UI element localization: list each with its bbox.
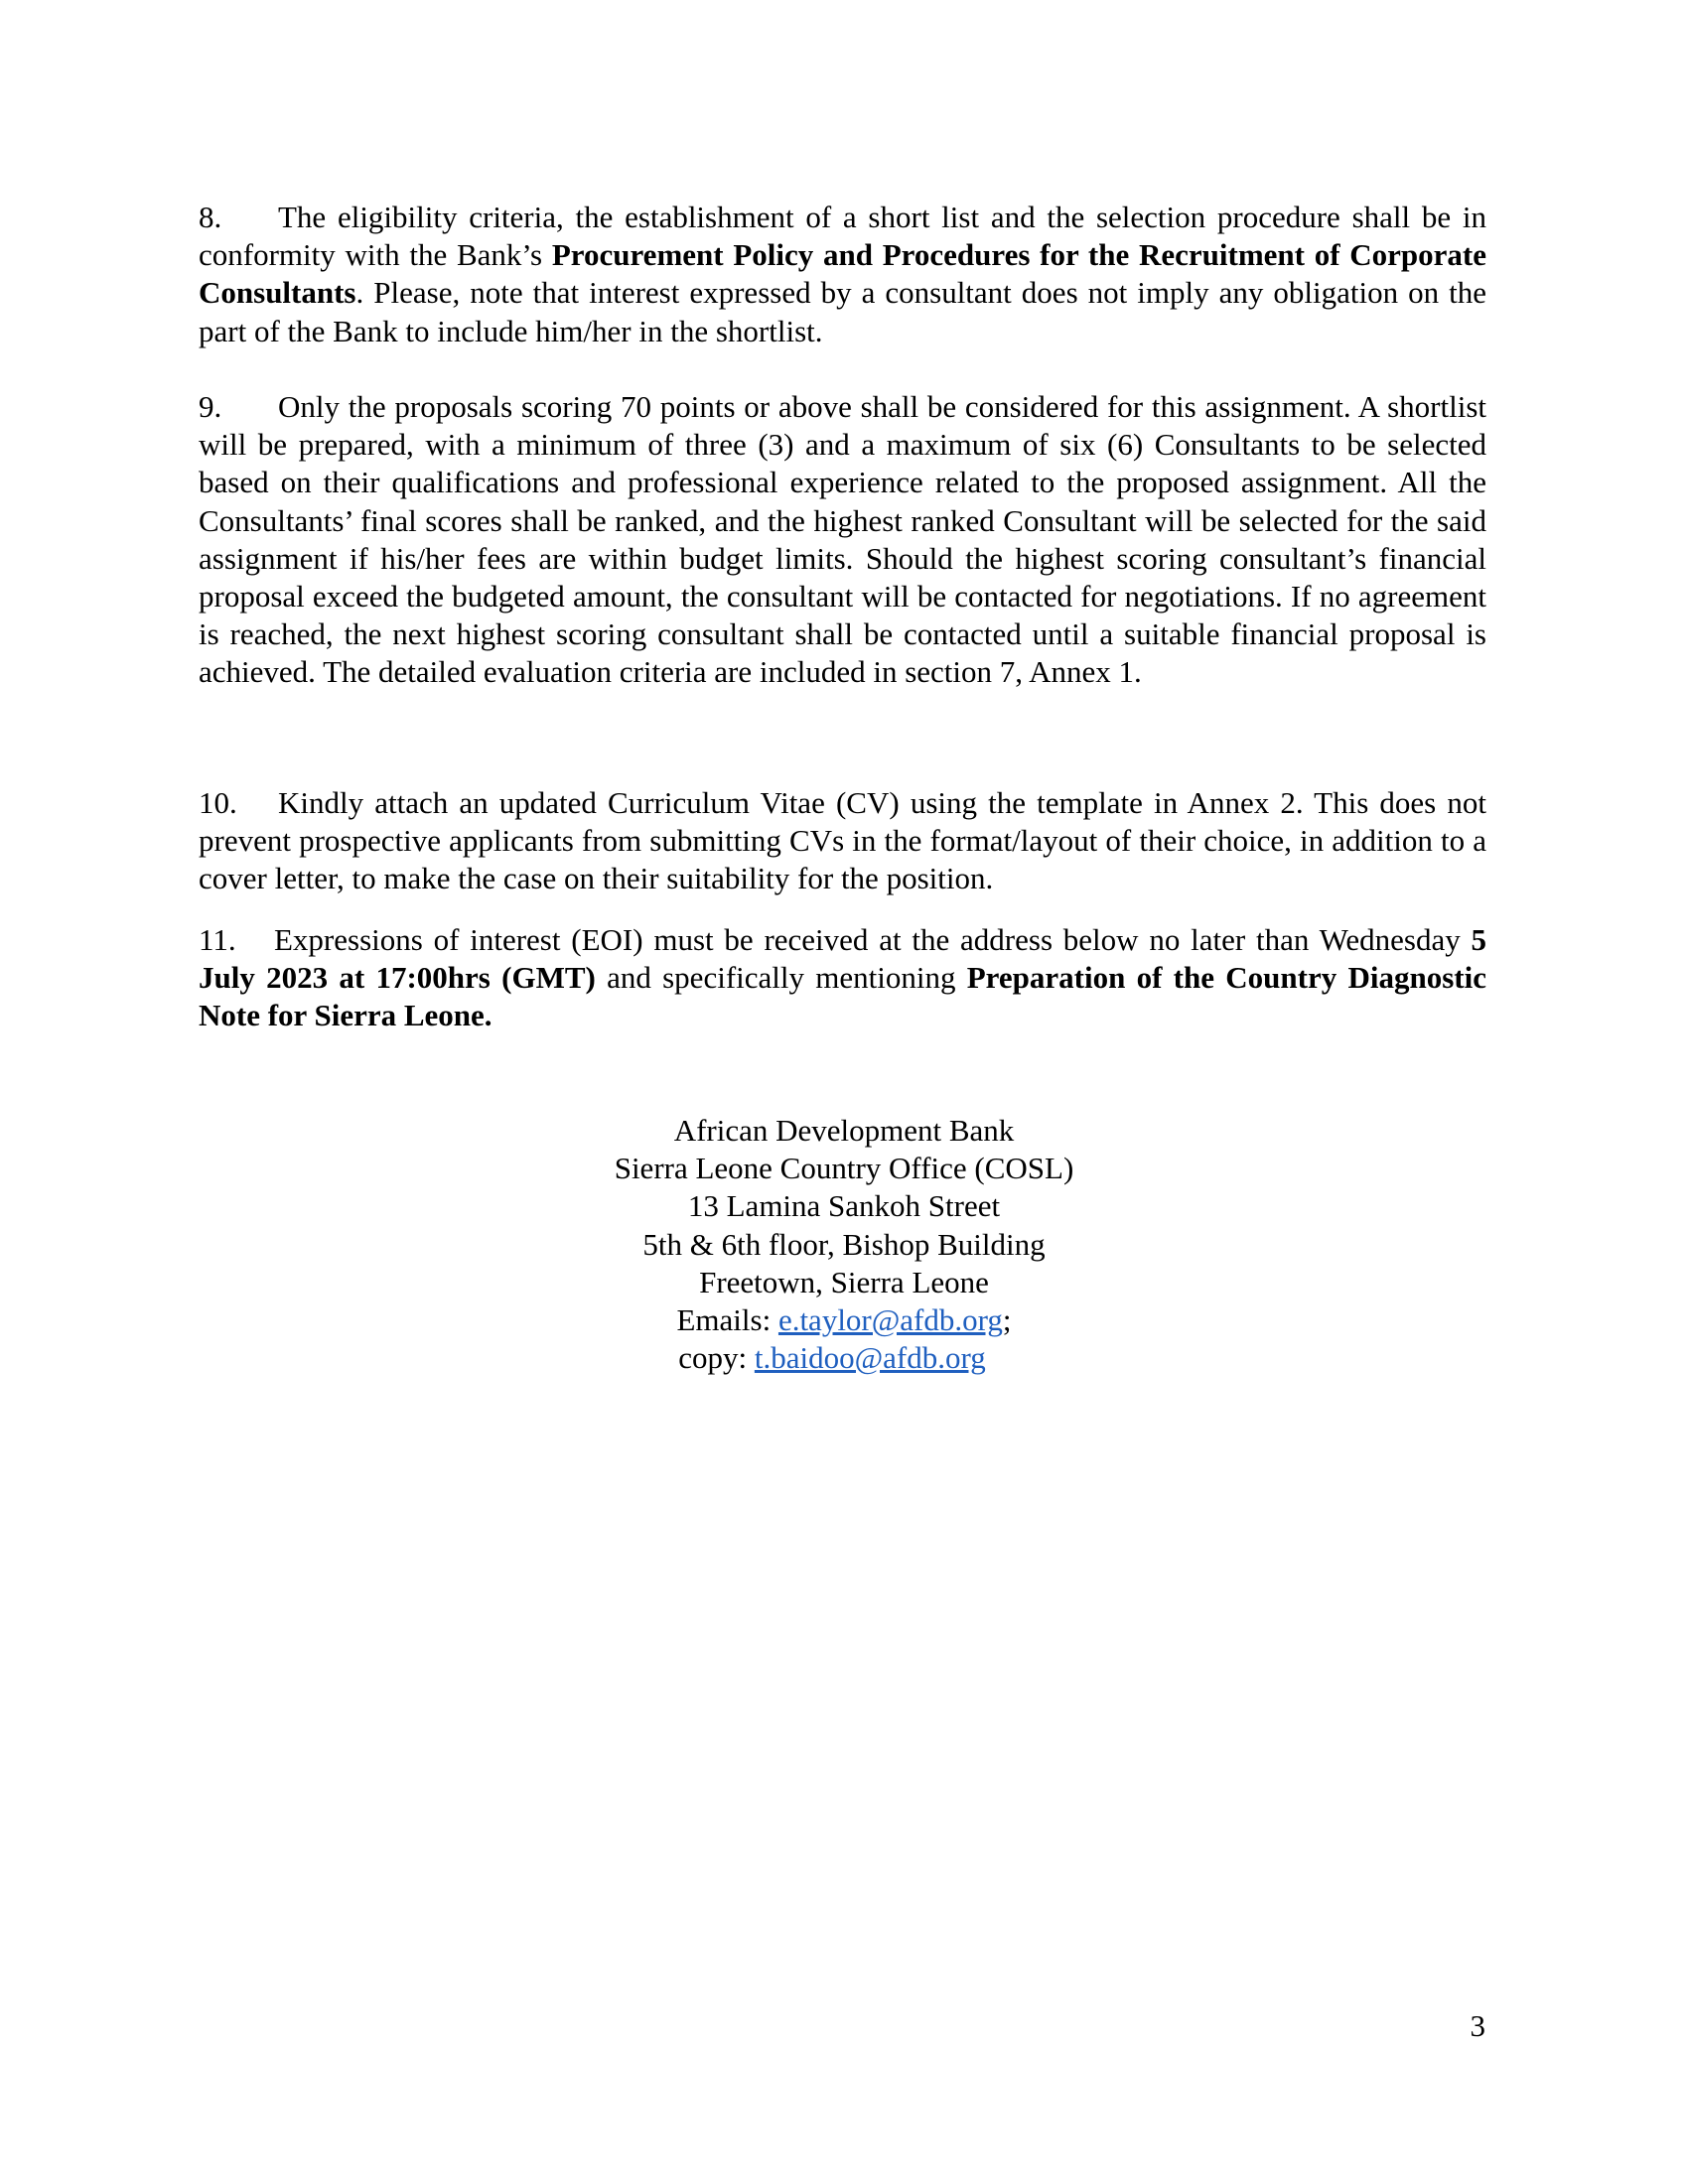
paragraph-text: Expressions of interest (EOI) must be received at the address below no later than Wednesday [274, 922, 1472, 957]
emails-line [0, 1301, 1688, 1339]
address-line: 13 Lamina Sankoh Street [687, 1188, 1001, 1224]
paragraph-11 [199, 921, 1486, 1035]
address-line: Freetown, Sierra Leone [699, 1264, 989, 1299]
copy-label: copy: [678, 1340, 755, 1376]
emails-label: Emails: [676, 1302, 778, 1338]
paragraph-text: Kindly attach an updated Curriculum Vitae (CV) using the template in Annex 2. This does not prevent prospective applicants from submitting CVs in the format/layout of their choice, in addition to a cover letter, to make the case on their suitability for the position. [199, 785, 1486, 896]
bold-deadline: 5 July 2023 at 17:00hrs (GMT) [199, 922, 1486, 996]
paragraph-8 [199, 199, 1486, 350]
bold-policy-title: Procurement Policy and Procedures for the Recruitment of Corporate Consultants [199, 237, 1487, 311]
address-line: African Development Bank [673, 1113, 1015, 1148]
email-separator: ; [1002, 1302, 1012, 1338]
bold-assignment-title: Preparation of the Country Diagnostic Note for Sierra Leone. [199, 960, 1486, 1033]
paragraph-text: . Please, note that interest expressed by a consultant does not imply any obligation on the part of the Bank to include him/her in the shortlist. [199, 275, 1486, 348]
paragraph-number: 10. [199, 785, 237, 820]
email-link-copy[interactable]: t.baidoo@afdb.org [754, 1340, 986, 1376]
paragraph-number: 8. [199, 200, 222, 234]
address-block [0, 1112, 1688, 1377]
copy-email-line [0, 1339, 1688, 1377]
page-number: 3 [1470, 2008, 1485, 2043]
paragraph-number: 9. [199, 389, 222, 424]
address-line: Sierra Leone Country Office (COSL) [614, 1151, 1074, 1186]
paragraph-text: Only the proposals scoring 70 points or above shall be considered for this assignment. A shortlist will be prepared, with a minimum of three (3) and a maximum of six (6) Consultants to be selected based on their qualifications and professional experience related to the proposed assignment. All the Consultants’ final scores shall be ranked, and the highest ranked Consultant will be selected for the said assignment if his/her fees are within budget limits. Should the highest scoring consultant’s financial proposal exceed the budgeted amount, the consultant will be contacted for negotiations. If no agreement is reached, the next highest scoring consultant shall be contacted until a suitable financial proposal is achieved. The detailed evaluation criteria are included in section 7, Annex 1. [199, 389, 1486, 690]
paragraph-10 [199, 784, 1486, 898]
paragraph-text: and specifically mentioning [595, 960, 967, 996]
paragraph-9 [199, 388, 1486, 692]
address-line: 5th & 6th floor, Bishop Building [642, 1226, 1046, 1262]
email-link-primary[interactable]: e.taylor@afdb.org [777, 1302, 1003, 1338]
paragraph-text: The eligibility criteria, the establishment of a short list and the selection procedure shall be in conformity with the Bank’s [199, 200, 1486, 273]
paragraph-number: 11. [199, 922, 236, 957]
